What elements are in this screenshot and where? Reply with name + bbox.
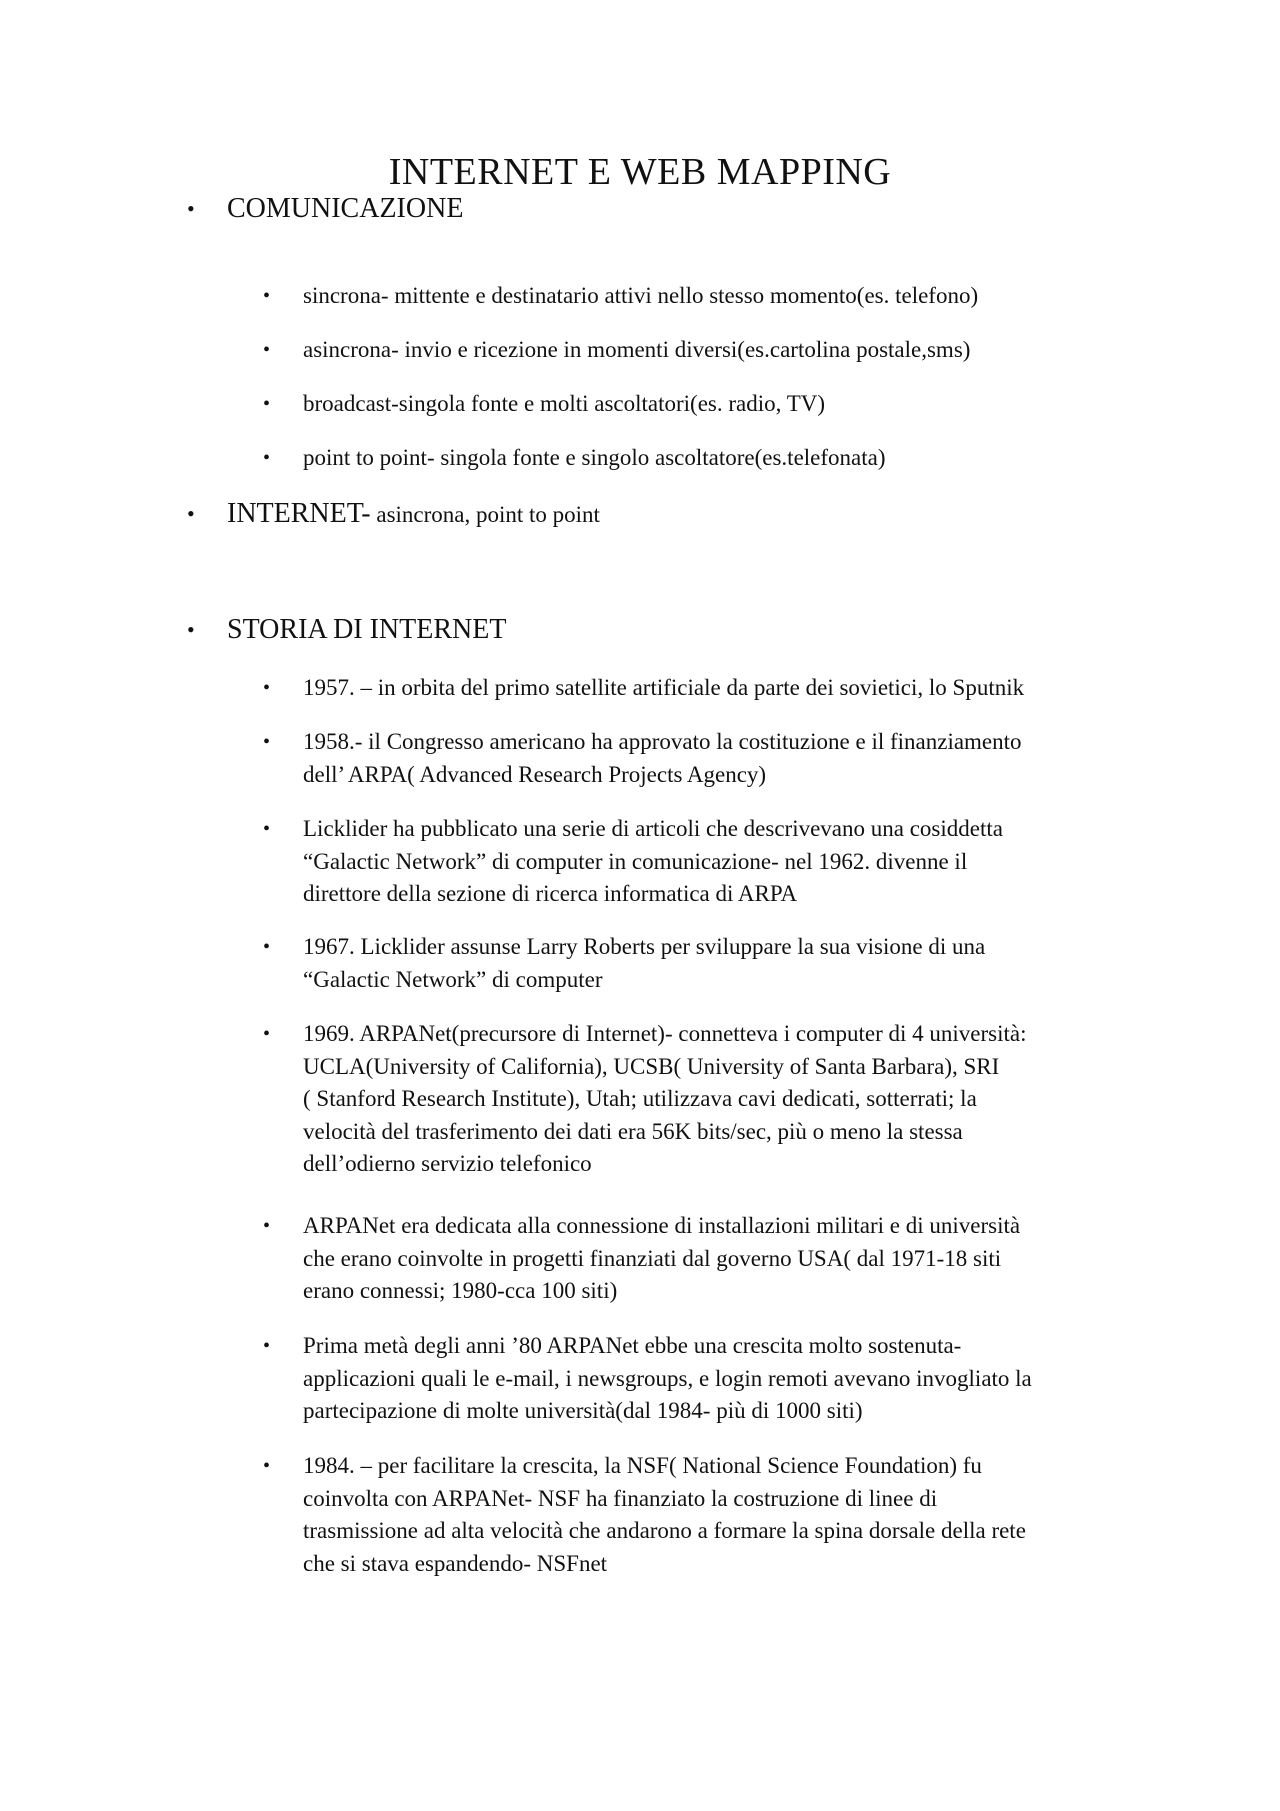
list-item-line: UCLA(University of California), UCSB( University of Santa Barbara), SRI <box>303 1053 1000 1079</box>
bullet-icon: • <box>263 1215 271 1237</box>
list-item-line: ARPANet era dedicata alla connessione di installazioni militari e di università <box>303 1213 1021 1238</box>
bullet-icon: • <box>263 285 271 307</box>
list-item-line: direttore della sezione di ricerca informatica di ARPA <box>303 881 798 906</box>
bullet-icon: • <box>263 818 271 840</box>
bullet-icon: • <box>263 1335 271 1357</box>
list-item-line: ( Stanford Research Institute), Utah; utilizzava cavi dedicati, sotterrati; la <box>303 1086 977 1111</box>
list-item-line: “Galactic Network” di computer in comunicazione- nel 1962. divenne il <box>303 848 968 874</box>
list-item-line: dell’ ARPA( Advanced Research Projects Agency) <box>303 761 767 787</box>
list-item-line: che si stava espandendo- NSFnet <box>303 1550 608 1576</box>
section-heading: STORIA DI INTERNET <box>227 614 507 645</box>
bullet-icon: • <box>263 731 271 753</box>
bullet-icon: • <box>187 617 195 642</box>
list-item-line: Licklider ha pubblicato una serie di articoli che descrivevano una cosiddetta <box>303 816 1003 841</box>
bullet-icon: • <box>187 196 195 221</box>
bullet-icon: • <box>263 1455 271 1477</box>
bullet-icon: • <box>263 393 271 415</box>
bullet-icon: • <box>187 501 195 526</box>
list-item-line: erano connessi; 1980-cca 100 siti) <box>303 1278 618 1303</box>
list-item-line: 1958.- il Congresso americano ha approvato la costituzione e il finanziamento <box>303 729 1022 754</box>
list-item-line: 1967. Licklider assunse Larry Roberts per sviluppare la sua visione di una <box>303 934 986 959</box>
section-heading-suffix: asincrona, point to point <box>370 502 600 527</box>
section-heading: COMUNICAZIONE <box>227 193 464 224</box>
list-item-line: “Galactic Network” di computer <box>303 966 603 992</box>
bullet-icon: • <box>263 1023 271 1045</box>
section-heading: INTERNET- <box>227 498 371 529</box>
list-item-line: partecipazione di molte università(dal 1984- più di 1000 siti) <box>303 1398 863 1423</box>
bullet-icon: • <box>263 339 271 361</box>
bullet-icon: • <box>263 447 271 469</box>
bullet-icon: • <box>263 936 271 958</box>
document-title: INTERNET E WEB MAPPING <box>388 151 892 193</box>
list-item-line: applicazioni quali le e-mail, i newsgroups, e login remoti avevano invogliato la <box>303 1365 1032 1391</box>
list-item-line: sincrona- mittente e destinatario attivi nello stesso momento(es. telefono) <box>303 283 979 308</box>
list-item-line: 1969. ARPANet(precursore di Internet)- connetteva i computer di 4 università: <box>303 1021 1027 1046</box>
list-item-line: Prima metà degli anni ’80 ARPANet ebbe una crescita molto sostenuta- <box>303 1333 962 1358</box>
list-item-line: asincrona- invio e ricezione in momenti diversi(es.cartolina postale,sms) <box>303 337 971 362</box>
list-item-line: dell’odierno servizio telefonico <box>303 1151 592 1176</box>
list-item-line: coinvolta con ARPANet- NSF ha finanziato la costruzione di linee di <box>303 1485 938 1511</box>
list-item-line: che erano coinvolte in progetti finanziati dal governo USA( dal 1971-18 siti <box>303 1245 1002 1271</box>
list-item-line: trasmissione ad alta velocità che andarono a formare la spina dorsale della rete <box>303 1518 1026 1543</box>
list-item-line: velocità del trasferimento dei dati era 56K bits/sec, più o meno la stessa <box>303 1118 963 1144</box>
list-item-line: 1984. – per facilitare la crescita, la NSF( National Science Foundation) fu <box>303 1453 982 1478</box>
list-item-line: point to point- singola fonte e singolo ascoltatore(es.telefonata) <box>303 445 886 470</box>
bullet-icon: • <box>263 677 271 699</box>
list-item-line: broadcast-singola fonte e molti ascoltatori(es. radio, TV) <box>303 391 826 416</box>
list-item-line: 1957. – in orbita del primo satellite artificiale da parte dei sovietici, lo Sputnik <box>303 675 1025 700</box>
